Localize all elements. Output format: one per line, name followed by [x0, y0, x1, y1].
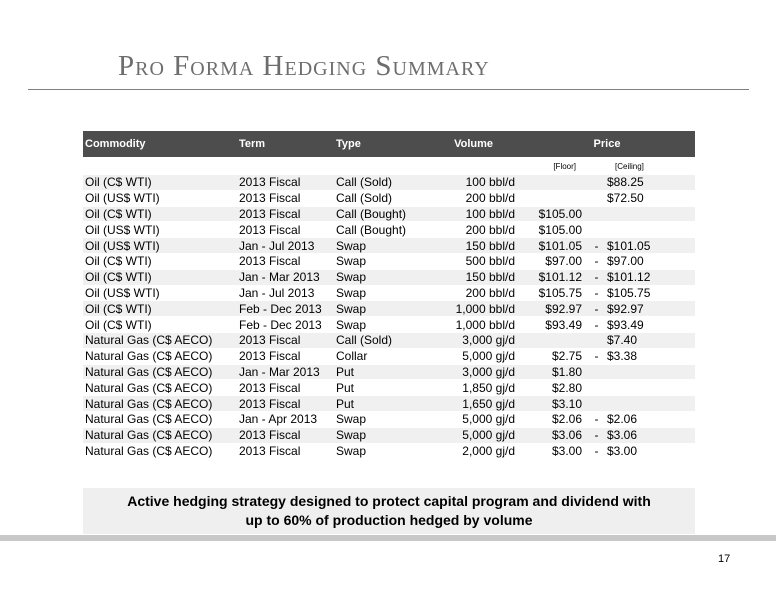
header-volume: Volume	[424, 131, 517, 157]
table-row	[83, 222, 695, 238]
cell-floor	[517, 332, 586, 348]
cell-dash	[586, 190, 607, 206]
cell-ceiling	[607, 364, 695, 380]
cell-dash	[586, 175, 607, 190]
price-subheader-row	[83, 157, 695, 175]
cell-commodity: Oil (C$ WTI)	[83, 269, 237, 285]
cell-floor: $92.97	[517, 301, 586, 317]
cell-type: Collar	[334, 348, 424, 364]
cell-dash: -	[586, 443, 607, 459]
cell-term: Jan - Mar 2013	[237, 269, 334, 285]
cell-dash	[586, 332, 607, 348]
cell-dash	[586, 222, 607, 238]
cell-floor: $2.06	[517, 411, 586, 427]
cell-floor: $93.49	[517, 317, 586, 333]
cell-volume: 200 bbl/d	[424, 190, 517, 206]
cell-commodity: Oil (C$ WTI)	[83, 253, 237, 269]
cell-type: Call (Sold)	[334, 175, 424, 190]
cell-volume: 100 bbl/d	[424, 206, 517, 222]
cell-type: Swap	[334, 253, 424, 269]
cell-commodity: Oil (US$ WTI)	[83, 238, 237, 254]
cell-term: 2013 Fiscal	[237, 222, 334, 238]
cell-commodity: Natural Gas (C$ AECO)	[83, 380, 237, 396]
table-row	[83, 253, 695, 269]
cell-volume: 100 bbl/d	[424, 175, 517, 190]
cell-ceiling: $93.49	[607, 317, 695, 333]
cell-commodity: Oil (C$ WTI)	[83, 206, 237, 222]
cell-volume: 150 bbl/d	[424, 269, 517, 285]
cell-floor: $1.80	[517, 364, 586, 380]
callout-line-2: up to 60% of production hedged by volume	[245, 512, 533, 528]
title-divider	[28, 89, 749, 90]
cell-commodity: Natural Gas (C$ AECO)	[83, 443, 237, 459]
cell-ceiling: $105.75	[607, 285, 695, 301]
cell-dash: -	[586, 317, 607, 333]
cell-term: 2013 Fiscal	[237, 396, 334, 412]
cell-type: Swap	[334, 443, 424, 459]
header-price: Price	[517, 131, 695, 157]
callout-line-1: Active hedging strategy designed to protect capital program and dividend with	[127, 493, 651, 509]
table-row	[83, 348, 695, 364]
cell-volume: 200 bbl/d	[424, 222, 517, 238]
cell-volume: 150 bbl/d	[424, 238, 517, 254]
cell-floor: $101.12	[517, 269, 586, 285]
cell-term: Jan - Mar 2013	[237, 364, 334, 380]
table-row	[83, 443, 695, 459]
cell-floor: $2.75	[517, 348, 586, 364]
cell-commodity: Oil (C$ WTI)	[83, 301, 237, 317]
header-term: Term	[237, 131, 334, 157]
cell-dash: -	[586, 301, 607, 317]
cell-term: 2013 Fiscal	[237, 348, 334, 364]
cell-type: Put	[334, 396, 424, 412]
table-row	[83, 190, 695, 206]
cell-volume: 1,650 gj/d	[424, 396, 517, 412]
cell-type: Put	[334, 380, 424, 396]
cell-term: 2013 Fiscal	[237, 332, 334, 348]
cell-type: Swap	[334, 411, 424, 427]
cell-volume: 3,000 gj/d	[424, 364, 517, 380]
cell-dash: -	[586, 427, 607, 443]
table-row	[83, 411, 695, 427]
cell-type: Swap	[334, 238, 424, 254]
header-commodity: Commodity	[83, 131, 237, 157]
cell-dash: -	[586, 269, 607, 285]
cell-dash: -	[586, 411, 607, 427]
cell-type: Put	[334, 364, 424, 380]
footer-bar	[0, 535, 776, 541]
cell-type: Swap	[334, 317, 424, 333]
cell-commodity: Natural Gas (C$ AECO)	[83, 332, 237, 348]
cell-term: 2013 Fiscal	[237, 253, 334, 269]
cell-term: Feb - Dec 2013	[237, 301, 334, 317]
cell-dash	[586, 206, 607, 222]
cell-floor: $97.00	[517, 253, 586, 269]
cell-commodity: Oil (US$ WTI)	[83, 285, 237, 301]
cell-commodity: Oil (US$ WTI)	[83, 222, 237, 238]
cell-volume: 1,000 bbl/d	[424, 317, 517, 333]
cell-ceiling: $97.00	[607, 253, 695, 269]
cell-floor: $2.80	[517, 380, 586, 396]
table-row	[83, 285, 695, 301]
cell-dash	[586, 396, 607, 412]
table-row	[83, 396, 695, 412]
page-title: Pro Forma Hedging Summary	[118, 50, 490, 82]
hedging-table	[83, 131, 695, 459]
cell-ceiling: $3.00	[607, 443, 695, 459]
cell-term: 2013 Fiscal	[237, 380, 334, 396]
cell-floor: $3.00	[517, 443, 586, 459]
cell-dash: -	[586, 285, 607, 301]
cell-commodity: Oil (US$ WTI)	[83, 190, 237, 206]
cell-volume: 2,000 gj/d	[424, 443, 517, 459]
cell-dash: -	[586, 348, 607, 364]
cell-type: Swap	[334, 427, 424, 443]
cell-dash: -	[586, 238, 607, 254]
table-row	[83, 427, 695, 443]
table-row	[83, 301, 695, 317]
cell-volume: 5,000 gj/d	[424, 348, 517, 364]
cell-term: Jan - Apr 2013	[237, 411, 334, 427]
cell-term: 2013 Fiscal	[237, 443, 334, 459]
cell-ceiling: $101.12	[607, 269, 695, 285]
header-ceiling: [Ceiling]	[615, 161, 644, 171]
table-row	[83, 317, 695, 333]
cell-commodity: Oil (C$ WTI)	[83, 175, 237, 190]
header-floor: [Floor]	[553, 161, 576, 171]
cell-volume: 5,000 gj/d	[424, 411, 517, 427]
cell-ceiling: $72.50	[607, 190, 695, 206]
cell-commodity: Natural Gas (C$ AECO)	[83, 427, 237, 443]
cell-floor: $101.05	[517, 238, 586, 254]
cell-term: 2013 Fiscal	[237, 175, 334, 190]
cell-ceiling: $88.25	[607, 175, 695, 190]
table-row	[83, 206, 695, 222]
cell-ceiling: $2.06	[607, 411, 695, 427]
cell-type: Call (Sold)	[334, 190, 424, 206]
table-row	[83, 175, 695, 190]
cell-type: Call (Sold)	[334, 332, 424, 348]
strategy-callout	[83, 488, 695, 534]
cell-type: Call (Bought)	[334, 222, 424, 238]
cell-type: Call (Bought)	[334, 206, 424, 222]
cell-ceiling	[607, 380, 695, 396]
cell-dash: -	[586, 253, 607, 269]
cell-term: Jan - Jul 2013	[237, 238, 334, 254]
table-header-row	[83, 131, 695, 157]
cell-floor: $105.00	[517, 222, 586, 238]
header-type: Type	[334, 131, 424, 157]
cell-floor: $3.10	[517, 396, 586, 412]
cell-commodity: Oil (C$ WTI)	[83, 317, 237, 333]
cell-ceiling	[607, 206, 695, 222]
cell-floor	[517, 190, 586, 206]
cell-ceiling: $101.05	[607, 238, 695, 254]
table-row	[83, 380, 695, 396]
cell-ceiling: $3.38	[607, 348, 695, 364]
table-row	[83, 364, 695, 380]
cell-ceiling: $7.40	[607, 332, 695, 348]
cell-volume: 1,000 bbl/d	[424, 301, 517, 317]
cell-floor: $3.06	[517, 427, 586, 443]
cell-volume: 500 bbl/d	[424, 253, 517, 269]
cell-term: 2013 Fiscal	[237, 190, 334, 206]
cell-term: 2013 Fiscal	[237, 427, 334, 443]
cell-ceiling: $92.97	[607, 301, 695, 317]
cell-term: Feb - Dec 2013	[237, 317, 334, 333]
cell-type: Swap	[334, 301, 424, 317]
cell-floor: $105.75	[517, 285, 586, 301]
cell-volume: 1,850 gj/d	[424, 380, 517, 396]
cell-ceiling	[607, 396, 695, 412]
cell-ceiling	[607, 222, 695, 238]
cell-commodity: Natural Gas (C$ AECO)	[83, 348, 237, 364]
cell-commodity: Natural Gas (C$ AECO)	[83, 364, 237, 380]
cell-ceiling: $3.06	[607, 427, 695, 443]
cell-type: Swap	[334, 269, 424, 285]
cell-floor	[517, 175, 586, 190]
cell-term: 2013 Fiscal	[237, 206, 334, 222]
cell-volume: 5,000 gj/d	[424, 427, 517, 443]
cell-volume: 3,000 gj/d	[424, 332, 517, 348]
table-body	[83, 175, 695, 459]
cell-term: Jan - Jul 2013	[237, 285, 334, 301]
cell-type: Swap	[334, 285, 424, 301]
table-row	[83, 332, 695, 348]
cell-floor: $105.00	[517, 206, 586, 222]
cell-dash	[586, 380, 607, 396]
table-row	[83, 269, 695, 285]
cell-commodity: Natural Gas (C$ AECO)	[83, 396, 237, 412]
cell-dash	[586, 364, 607, 380]
cell-commodity: Natural Gas (C$ AECO)	[83, 411, 237, 427]
table-row	[83, 238, 695, 254]
cell-volume: 200 bbl/d	[424, 285, 517, 301]
page-number: 17	[718, 553, 731, 565]
